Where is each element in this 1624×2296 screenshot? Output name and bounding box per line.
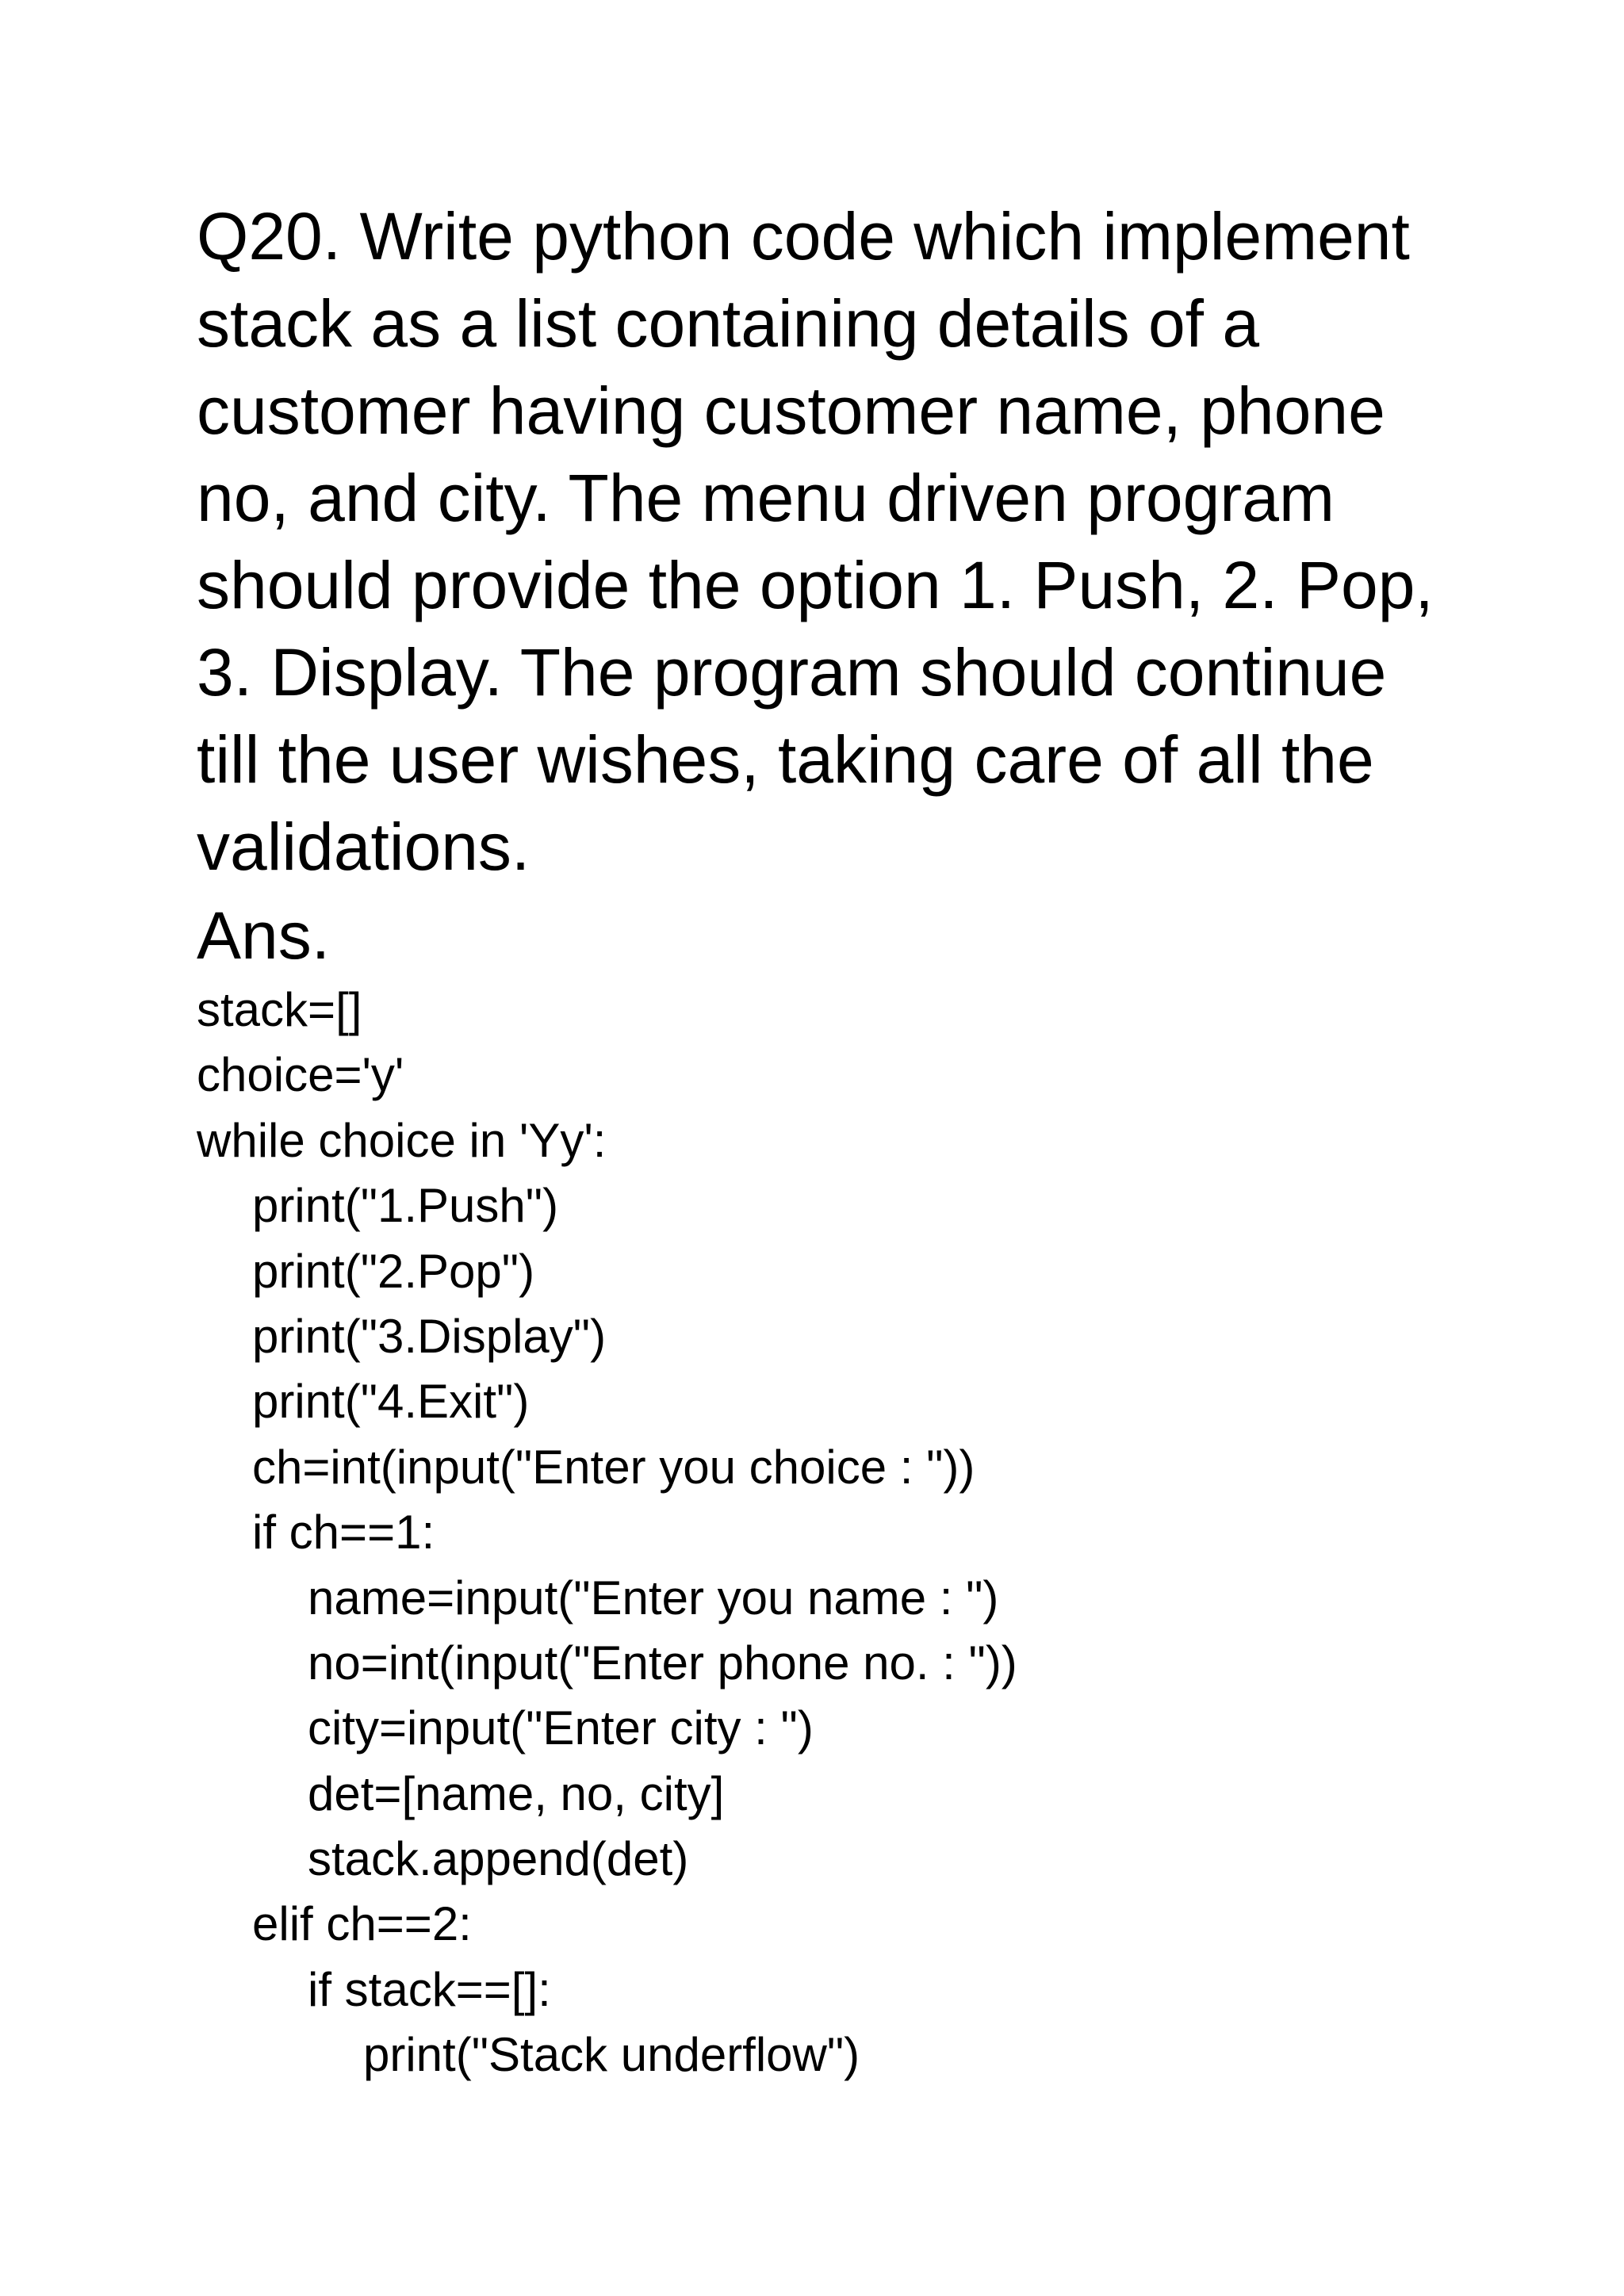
code-block [197, 978, 1017, 2088]
question-line: stack as a list containing details of a [197, 286, 1260, 361]
question-line: customer having customer name, phone [197, 373, 1385, 448]
code-line: elif ch==2: [252, 1897, 472, 1951]
question-text [197, 193, 1529, 890]
code-line: stack.append(det) [308, 1832, 689, 1886]
code-line: if ch==1: [252, 1506, 435, 1559]
answer-label: Ans. [197, 898, 331, 973]
code-line: while choice in 'Yy': [197, 1113, 607, 1167]
question-line: 3. Display. The program should continue [197, 635, 1387, 710]
code-line: print("3.Display") [252, 1309, 607, 1363]
question-line: no, and city. The menu driven program [197, 461, 1335, 535]
question-line: should provide the option 1. Push, 2. Pop, [197, 548, 1434, 622]
question-line: till the user wishes, taking care of all the [197, 722, 1374, 797]
code-line: ch=int(input("Enter you choice : ")) [252, 1440, 975, 1494]
code-line: choice='y' [197, 1048, 404, 1102]
code-line: name=input("Enter you name : ") [308, 1571, 999, 1624]
code-line: no=int(input("Enter phone no. : ")) [308, 1636, 1017, 1689]
code-line: if stack==[]: [308, 1962, 551, 2016]
code-line: print("4.Exit") [252, 1375, 530, 1429]
question-line: validations. [197, 809, 530, 884]
code-line: det=[name, no, city] [308, 1766, 725, 1820]
question-line: Q20. Write python code which implement [197, 199, 1410, 274]
code-line: print("2.Pop") [252, 1244, 535, 1298]
code-line: print("1.Push") [252, 1179, 559, 1233]
code-line: city=input("Enter city : ") [308, 1701, 814, 1755]
code-line: print("Stack underflow") [363, 2028, 860, 2082]
code-line: stack=[] [197, 983, 362, 1036]
